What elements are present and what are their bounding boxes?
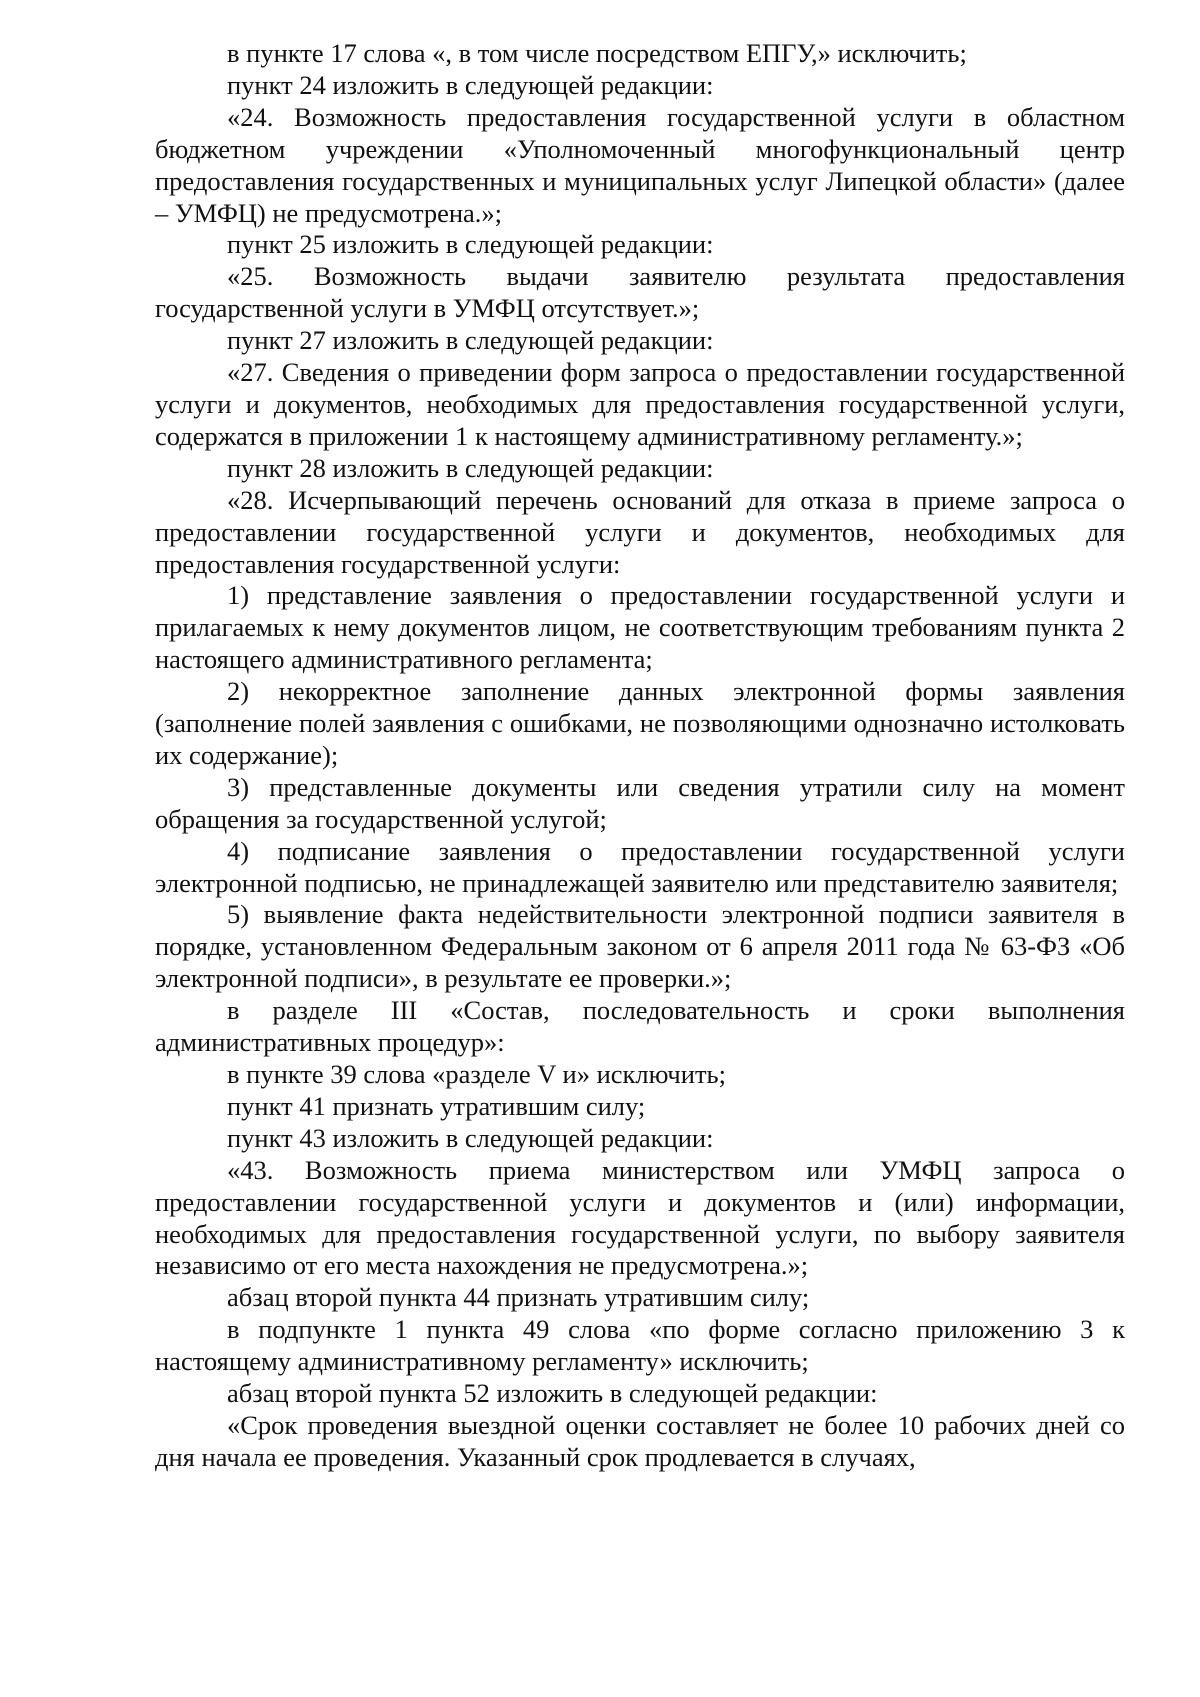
paragraph: в разделе III «Состав, последовательность и сроки выполнения административных процедур»: (155, 995, 1125, 1058)
paragraph: «28. Исчерпывающий перечень оснований для отказа в приеме запроса о предоставлении государственной услуги и документов, необходимых для предоставления государственной услуги: (155, 484, 1125, 579)
paragraph: «43. Возможность приема министерством или УМФЦ запроса о предоставлении государственной услуги и документов и (или) информации, необходимых для предоставления государственной услуги, по выбору заявителя независимо от его места нахождения не предусмотрена.»; (155, 1154, 1125, 1281)
paragraph: в подпункте 1 пункта 49 слова «по форме согласно приложению 3 к настоящему административному регламенту» исключить; (155, 1314, 1125, 1377)
list-item: 3) представленные документы или сведения утратили силу на момент обращения за государственной услугой; (155, 771, 1125, 834)
paragraph: «Срок проведения выездной оценки составляет не более 10 рабочих дней со дня начала ее проведения. Указанный срок продлевается в случаях, (155, 1409, 1125, 1472)
paragraph: пункт 27 изложить в следующей редакции: (227, 325, 714, 356)
paragraph: в пункте 17 слова «, в том числе посредством ЕПГУ,» исключить; (227, 38, 967, 68)
list-item: 2) некорректное заполнение данных электронной формы заявления (заполнение полей заявления с ошибками, не позволяющими однозначно истолковать их содержание); (155, 676, 1125, 770)
paragraph: пункт 43 изложить в следующей редакции: (227, 1122, 714, 1153)
document-body (155, 38, 1125, 1474)
paragraph: пункт 24 изложить в следующей редакции: (227, 69, 714, 100)
paragraph: абзац второй пункта 52 изложить в следующей редакции: (227, 1378, 878, 1409)
list-item: 5) выявление факта недействительности электронной подписи заявителя в порядке, установленном Федеральным законом от 6 апреля 2011 года № 63-ФЗ «Об электронной подписи», в результате ее проверки.»; (155, 899, 1125, 994)
paragraph: «27. Сведения о приведении форм запроса о предоставлении государственной услуги и документов, необходимых для предоставления государственной услуги, содержатся в приложении 1 к настоящему административному регламенту.»; (155, 357, 1125, 451)
paragraph: пункт 28 изложить в следующей редакции: (227, 452, 714, 483)
list-item: 4) подписание заявления о предоставлении государственной услуги электронной подписью, не принадлежащей заявителю или представителю заявителя; (155, 835, 1125, 898)
paragraph: пункт 41 признать утратившим силу; (227, 1090, 646, 1121)
paragraph: «25. Возможность выдачи заявителю результата предоставления государственной услуги в УМФЦ отсутствует.»; (155, 261, 1125, 324)
paragraph: в пункте 39 слова «разделе V и» исключить; (227, 1059, 726, 1089)
list-item: 1) представление заявления о предоставлении государственной услуги и прилагаемых к нему документов лицом, не соответствующим требованиям пункта 2 настоящего административного регламента; (155, 580, 1125, 675)
paragraph: пункт 25 изложить в следующей редакции: (227, 229, 714, 260)
paragraph: абзац второй пункта 44 признать утратившим силу; (227, 1282, 810, 1313)
paragraph: «24. Возможность предоставления государственной услуги в областном бюджетном учреждении «Уполномоченный многофункциональный центр предоставления государственных и муниципальных услуг Липецкой области» (далее – УМФЦ) не предусмотрена.»; (155, 101, 1125, 228)
